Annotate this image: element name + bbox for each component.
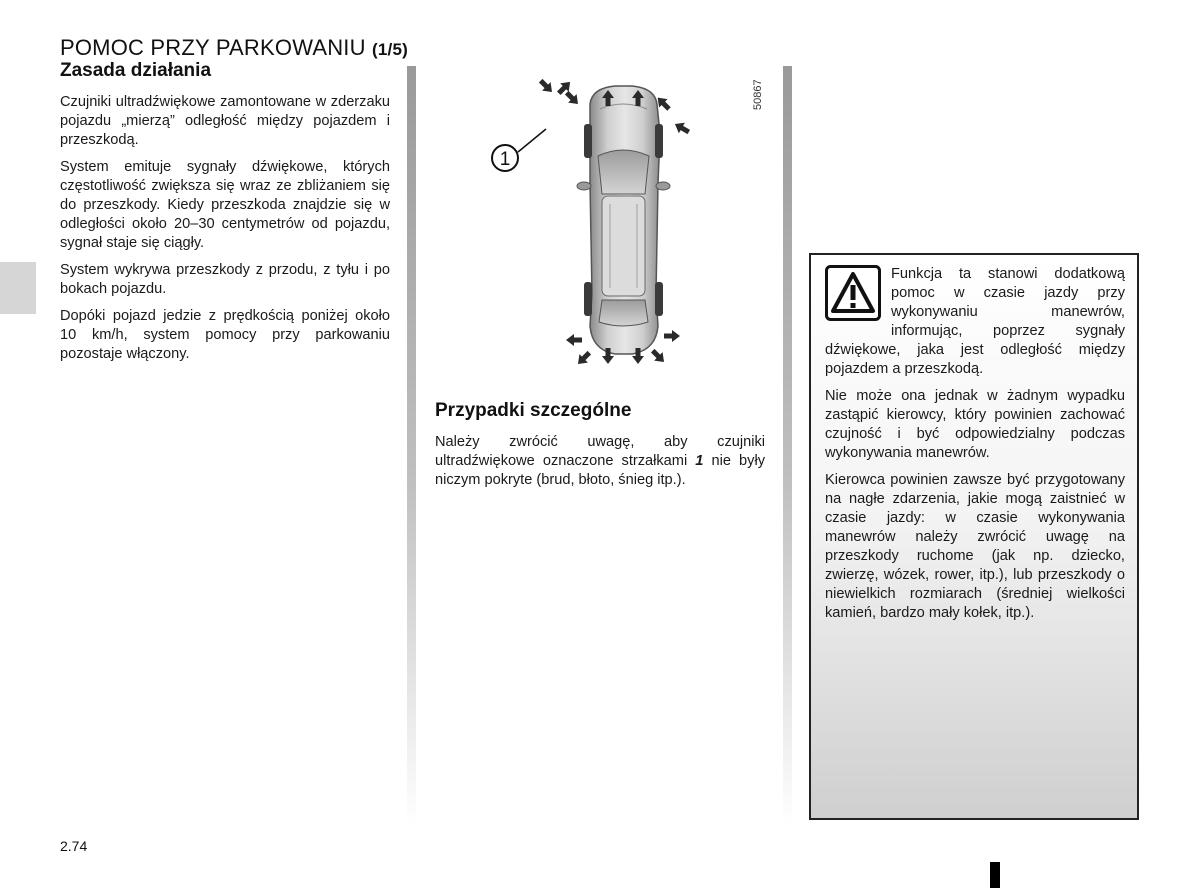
left-column — [60, 60, 390, 372]
callout-label: 1 — [499, 149, 511, 170]
page-title-text: POMOC PRZY PARKOWANIU — [60, 34, 366, 60]
middle-column — [435, 400, 765, 498]
paragraph: System emituje sygnały dźwiękowe, których częstotliwość zwiększa się wraz ze zbliżaniem się do przeszkody. Kiedy przeszkoda znajdzie się w odległości około 20–30 centymetrów od pojazdu, sygnał staje się ciągły. — [60, 159, 390, 251]
paragraph — [435, 433, 765, 490]
paragraph: System wykrywa przeszkody z przodu, z tyłu i po bokach pojazdu. — [60, 262, 390, 297]
paragraph: Czujniki ultradźwiękowe zamontowane w zderzaku pojazdu „mierzą” odległość między pojazdem i przeszkodą. — [60, 94, 390, 148]
column-divider — [407, 66, 416, 826]
page-title — [60, 35, 408, 61]
column-divider — [783, 66, 792, 826]
figure-reference-number: 50867 — [752, 79, 764, 110]
notice-paragraph: Funkcja ta stanowi dodatkową pomoc w czasie jazdy przy wykonywaniu manewrów, informując, poprzez sygnały dźwiękowe, jaka jest odległość między pojazdem a przeszkodą. — [825, 266, 1125, 377]
car-sensor-figure — [480, 64, 780, 394]
section-heading-special-cases: Przypadki szczególne — [435, 400, 632, 421]
notice-paragraph: Kierowca powinien zawsze być przygotowany na nagłe zdarzenia, jakie mogą zaistnieć w czasie jazdy: w czasie wykonywania manewrów należy zwrócić uwagę na przeszkody ruchome (jak np. dziecko, zwierzę, wózek, rower, itp.), lub przeszkody o niewielkich rozmiarach (średniej wielkości kamień, bardzo mały kołek, itp.). — [825, 472, 1125, 621]
warning-notice-box — [809, 253, 1139, 820]
section-heading-principle: Zasada działania — [60, 60, 212, 81]
page-number: 2.74 — [60, 838, 88, 854]
paragraph: Dopóki pojazd jedzie z prędkością poniżej około 10 km/h, system pomocy przy parkowaniu pozostaje włączony. — [60, 308, 390, 362]
page-indicator: (1/5) — [372, 39, 408, 59]
car-top-view-icon — [480, 64, 780, 394]
text-before: Należy zwrócić uwagę, aby czujniki ultradźwiękowe oznaczone strzałkami — [435, 434, 765, 469]
chapter-tab — [0, 262, 36, 314]
notice-paragraph: Nie może ona jednak w żadnym wypadku zastąpić kierowcy, który powinien zachować czujność i być odpowiedzialny podczas wykonywania manewrów. — [825, 388, 1125, 461]
arrow-reference: 1 — [695, 453, 704, 469]
text-after: nie były niczym pokryte (brud, błoto, śnieg itp.). — [435, 453, 765, 488]
warning-triangle-icon — [825, 265, 881, 321]
corner-mark — [990, 862, 1000, 888]
